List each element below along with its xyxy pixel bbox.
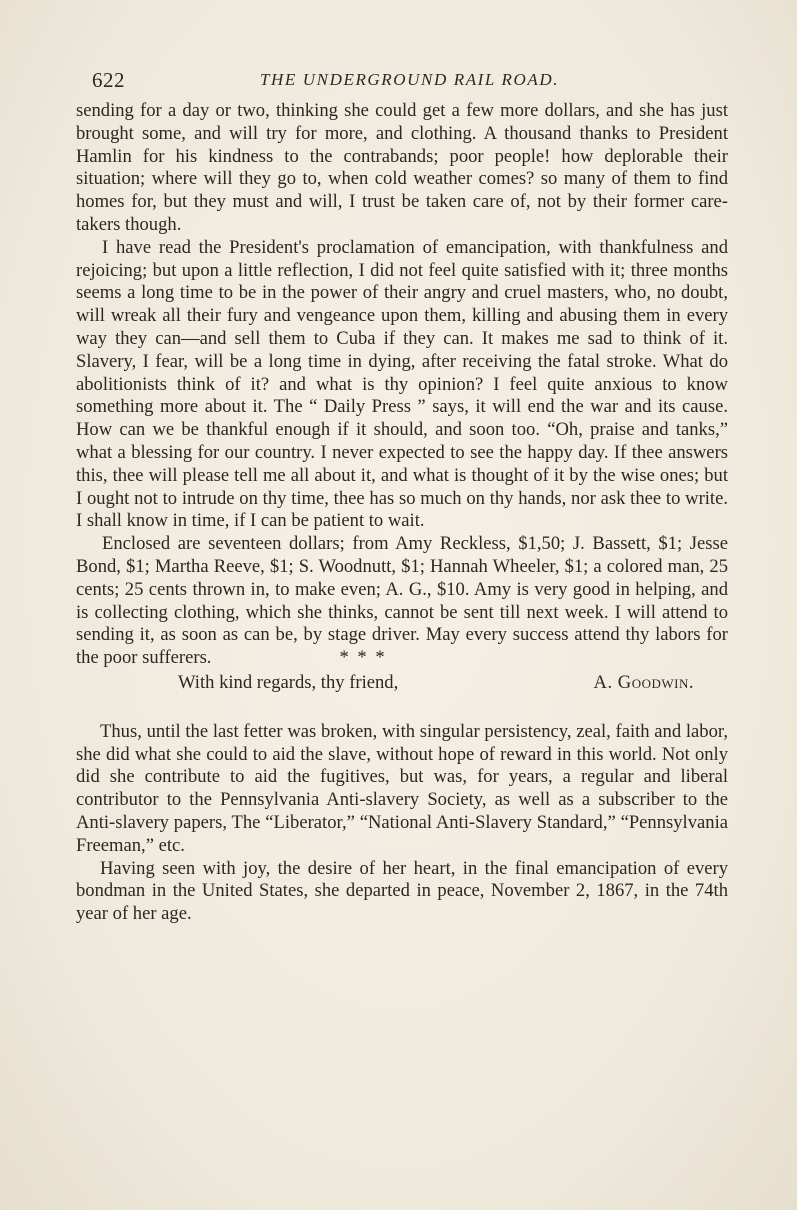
page-body bbox=[76, 100, 728, 926]
narrative-paragraph-death: Having seen with joy, the desire of her heart, in the final emancipation of every bondman in the United States, she departed in peace, November 2, 1867, in the 74th year of her age. bbox=[76, 857, 728, 925]
page-header bbox=[92, 68, 732, 98]
running-title: THE UNDERGROUND RAIL ROAD. bbox=[260, 70, 560, 89]
letter-closing bbox=[76, 672, 728, 695]
page-number: 622 bbox=[92, 68, 125, 92]
asterisks-break: * * * bbox=[339, 647, 387, 669]
signature: A. Goodwin. bbox=[593, 671, 694, 693]
letter-paragraph-donations bbox=[76, 533, 728, 670]
donations-text: Enclosed are seventeen dollars; from Amy Reckless, $1,50; J. Bassett, $1; Jesse Bond, $1; Martha Reeve, $1; S. Woodnutt, $1; Hannah Wheeler, $1; a colored man, 25 cents; 25 cents thrown in, to make even; A. G., $10. Amy is very good in helping, and is collecting clothing, which she thinks, cannot be sent till next week. I will attend to sending it, as soon as can be, by stage driver. May every success attend thy labors for the poor sufferers. bbox=[76, 533, 728, 669]
narrative-paragraph-persistence: Thus, until the last fetter was broken, with singular persistency, zeal, faith and labor, she did what she could to aid the slave, without hope of reward in this world. Not only did she contribute to aid the fugitives, but was, for years, a regular and liberal contributor to the Pennsylvania Anti-slavery Society, as well as a subscriber to the Anti-slavery papers, The “Liberator,” “National Anti-Slavery Standard,” “Pennsylvania Freeman,” etc. bbox=[76, 720, 728, 856]
section-gap bbox=[76, 695, 728, 721]
letter-paragraph-continued: sending for a day or two, thinking she could get a few more dollars, and she has just brought some, and will try for more, and clothing. A thousand thanks to President Hamlin for his kindness to the contrabands; poor people! how deplorable their situation; where will they go to, when cold weather comes? so many of them to find homes for, but they must and will, I trust be taken care of, not by their former care-takers though. bbox=[76, 100, 728, 235]
closing-salutation: With kind regards, thy friend, bbox=[178, 671, 399, 693]
letter-paragraph-proclamation: I have read the President's proclamation of emancipation, with thankfulness and rejoicing; but upon a little reflection, I did not feel quite satisfied with it; three months seems a long time to be in the power of their angry and cruel masters, who, no doubt, will wreak all their fury and vengeance upon them, killing and abusing them in every way they can—and sell them to Cuba if they can. It makes me sad to think of it. Slavery, I fear, will be a long time in dying, after receiving the fatal stroke. What do abolitionists think of it? and what is thy opinion? I feel quite anxious to know something more about it. The “ Daily Press ” says, it will end the war and its cause. How can we be thankful enough if it should, and soon too. “Oh, praise and tanks,” what a blessing for our country. I never expected to see the happy day. If thee answers this, thee will please tell me all about it, and what is thought of it by the wise ones; but I ought not to intrude on thy time, thee has so much on thy hands, nor ask thee to write. I shall know in time, if I can be patient to wait. bbox=[76, 236, 728, 532]
